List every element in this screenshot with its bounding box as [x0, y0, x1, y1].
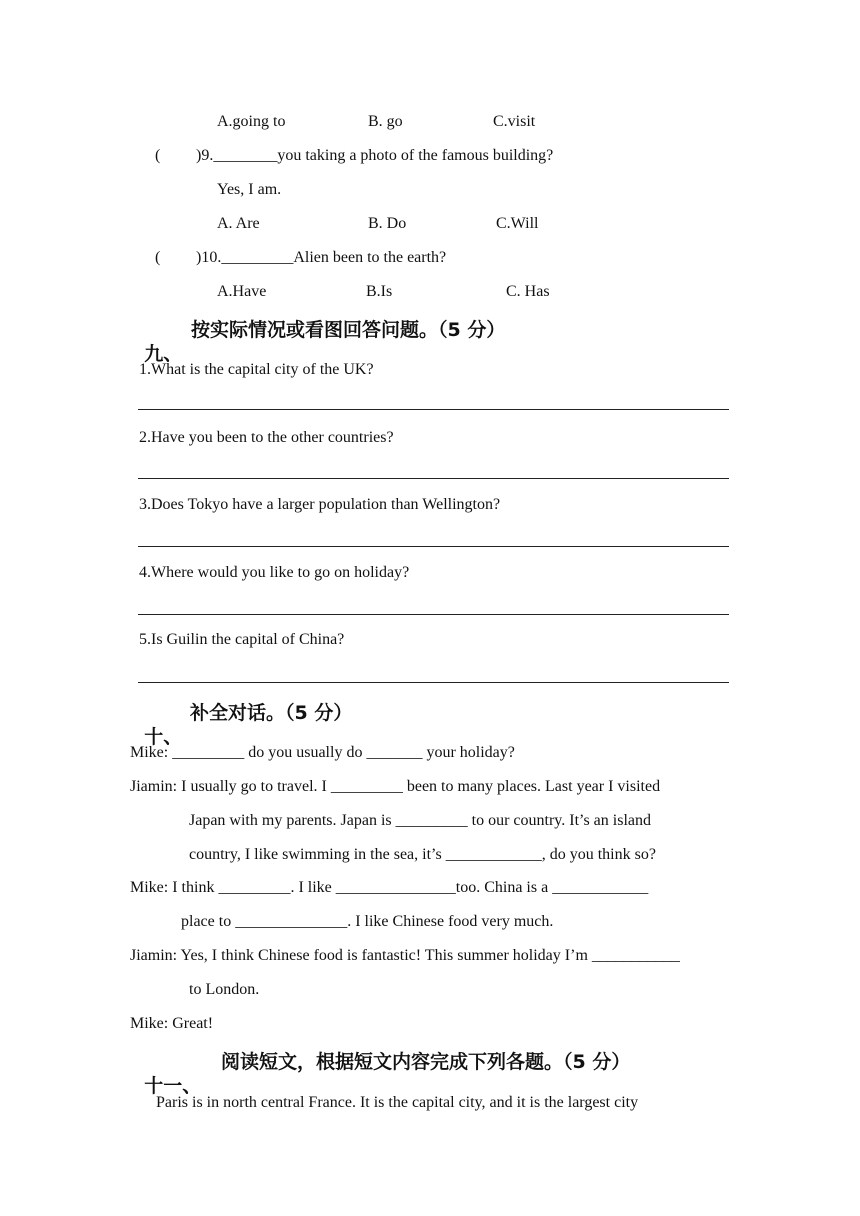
dialogue-line-7: Jiamin: Yes, I think Chinese food is fantastic! This summer holiday I’m ___________: [130, 947, 680, 964]
dialogue-line-6: place to ______________. I like Chinese food very much.: [181, 913, 554, 930]
q8-option-b: B. go: [368, 113, 403, 130]
s9-question-5: 5.Is Guilin the capital of China?: [139, 631, 345, 648]
q10-option-b: B.Is: [366, 283, 393, 300]
dialogue-line-4: country, I like swimming in the sea, it’s ____________, do you think so?: [189, 846, 656, 863]
section-11-number: 十一、: [144, 1075, 202, 1097]
s9-answer-line-5[interactable]: [138, 682, 729, 683]
reading-passage-line-1: Paris is in north central France. It is the capital city, and it is the largest city: [156, 1094, 639, 1111]
section-10-title: 补全对话。（5 分）: [190, 702, 353, 724]
section-11-title: 阅读短文，根据短文内容完成下列各题。（5 分）: [221, 1051, 631, 1073]
q10-stem: )10._________Alien been to the earth?: [196, 249, 447, 266]
section-9-title: 按实际情况或看图回答问题。（5 分）: [191, 319, 506, 341]
q8-option-a: A.going to: [217, 113, 286, 130]
dialogue-line-8: to London.: [189, 981, 260, 998]
dialogue-line-5: Mike: I think _________. I like _______________too. China is a ____________: [130, 879, 649, 896]
q9-stem: )9.________you taking a photo of the famous building?: [196, 147, 554, 164]
q9-answer-paren: (: [155, 147, 161, 164]
section-10-number: 十、: [144, 726, 183, 748]
section-9-number: 九、: [144, 343, 183, 365]
dialogue-line-9: Mike: Great!: [130, 1015, 214, 1032]
s9-question-1: 1.What is the capital city of the UK?: [139, 361, 374, 378]
dialogue-line-1: Mike: _________ do you usually do _______ your holiday?: [130, 744, 515, 761]
q9-option-b: B. Do: [368, 215, 407, 232]
q9-example-answer: Yes, I am.: [217, 181, 282, 198]
s9-question-3: 3.Does Tokyo have a larger population than Wellington?: [139, 496, 501, 513]
s9-answer-line-3[interactable]: [138, 546, 729, 547]
s9-answer-line-1[interactable]: [138, 409, 729, 410]
q8-option-c: C.visit: [493, 113, 536, 130]
q10-option-c: C. Has: [506, 283, 550, 300]
q10-answer-paren: (: [155, 249, 161, 266]
q9-option-a: A. Are: [217, 215, 260, 232]
s9-question-4: 4.Where would you like to go on holiday?: [139, 564, 410, 581]
s9-answer-line-4[interactable]: [138, 614, 729, 615]
q9-option-c: C.Will: [496, 215, 539, 232]
dialogue-line-3: Japan with my parents. Japan is _________ to our country. It’s an island: [189, 812, 651, 829]
s9-answer-line-2[interactable]: [138, 478, 729, 479]
s9-question-2: 2.Have you been to the other countries?: [139, 429, 394, 446]
q10-option-a: A.Have: [217, 283, 267, 300]
dialogue-line-2: Jiamin: I usually go to travel. I _________ been to many places. Last year I visited: [130, 778, 661, 795]
